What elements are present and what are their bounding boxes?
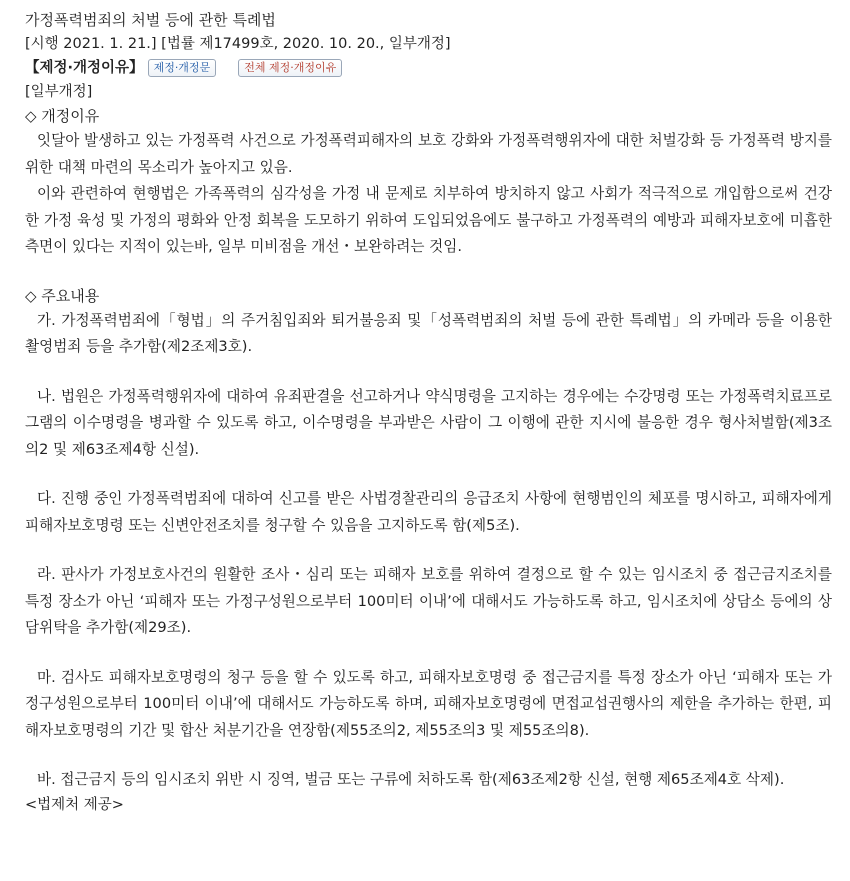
main-item-na: 나. 법원은 가정폭력행위자에 대하여 유죄판결을 선고하거나 약식명령을 고지하는 경우에는 수강명령 또는 가정폭력치료프로그램의 이수명령을 병과할 수 있도록 하고, 이수명령을 부과받은 사람이 그 이행에 관한 지시에 불응한 경우 형사처벌함(제3조의2 및 제63조제4항 신설). <box>25 387 832 458</box>
amendment-type: [일부개정] <box>25 84 93 100</box>
spacer <box>25 261 832 284</box>
main-item-ba: 바. 접근금지 등의 임시조치 위반 시 징역, 벌금 또는 구류에 처하도록 함(제63조제2항 신설, 현행 제65조제4호 삭제). <box>37 771 785 788</box>
section-reason-heading: ◇ 개정이유 <box>25 107 100 125</box>
reason-header <box>25 56 832 80</box>
main-item-ma: 마. 검사도 피해자보호명령의 청구 등을 할 수 있도록 하고, 피해자보호명령 중 접근금지를 특정 장소가 아닌 ‘피해자 또는 가정구성원으로부터 100미터 이내’에 대해서도 가능하도록 하며, 피해자보호명령에 면접교섭권행사의 제한을 추가하는 한편, 피해자보호명령의 기간 및 합산 처분기간을 연장함(제55조의2, 제55조의3 및 제55조의8). <box>25 668 832 739</box>
spacer <box>25 361 832 384</box>
main-item-ra: 라. 판사가 가정보호사건의 원활한 조사・심리 또는 피해자 보호를 위하여 결정으로 할 수 있는 임시조치 중 접근금지조치를 특정 장소가 아닌 ‘피해자 또는 가정구성원으로부터 100미터 이내’에 대해서도 가능하도록 하고, 임시조치에 상담소 등에의 상담위탁을 추가함(제29조). <box>25 566 832 636</box>
law-title: 가정폭력범죄의 처벌 등에 관한 특례법 <box>25 11 276 29</box>
enforcement-info: [시행 2021. 1. 21.] [법률 제17499호, 2020. 10. 20., 일부개정] <box>25 36 451 52</box>
source-footer: <법제처 제공> <box>25 796 124 813</box>
section-main-heading: ◇ 주요내용 <box>25 286 100 305</box>
all-amendment-reasons-button[interactable]: 전체 제정·개정이유 <box>238 59 342 77</box>
reason-paragraph-1: 잇달아 발생하고 있는 가정폭력 사건으로 가정폭력피해자의 보호 강화와 가정폭력행위자에 대한 처벌강화 등 가정폭력 방지를 위한 대책 마련의 목소리가 높아지고 있음. <box>25 132 832 176</box>
reason-label: 【제정·개정이유】 <box>25 60 144 76</box>
main-item-ga: 가. 가정폭력범죄에「형법」의 주거침입죄와 퇴거불응죄 및「성폭력범죄의 처벌 등에 관한 특례법」의 카메라 등을 이용한 촬영범죄 등을 추가함(제2조제3호). <box>25 311 832 355</box>
spacer <box>25 642 832 665</box>
reason-paragraph-2: 이와 관련하여 현행법은 가족폭력의 심각성을 가정 내 문제로 치부하여 방치하지 않고 사회가 적극적으로 개입함으로써 건강한 가정 육성 및 가정의 평화와 안정 회복을 도모하기 위하여 도입되었음에도 불구하고 가정폭력의 예방과 피해자보호에 미흡한 측면이 있다는 지적이 있는바, 일부 미비점을 개선・보완하려는 것임. <box>25 185 832 255</box>
amendment-text-button[interactable]: 제정·개정문 <box>148 59 217 77</box>
spacer <box>25 539 832 562</box>
main-item-da: 다. 진행 중인 가정폭력범죄에 대하여 신고를 받은 사법경찰관리의 응급조치 사항에 현행범인의 체포를 명시하고, 피해자에게 피해자보호명령 또는 신변안전조치를 청구할 수 있음을 고지하도록 함(제5조). <box>25 490 832 534</box>
spacer <box>25 463 832 486</box>
spacer <box>25 744 832 767</box>
